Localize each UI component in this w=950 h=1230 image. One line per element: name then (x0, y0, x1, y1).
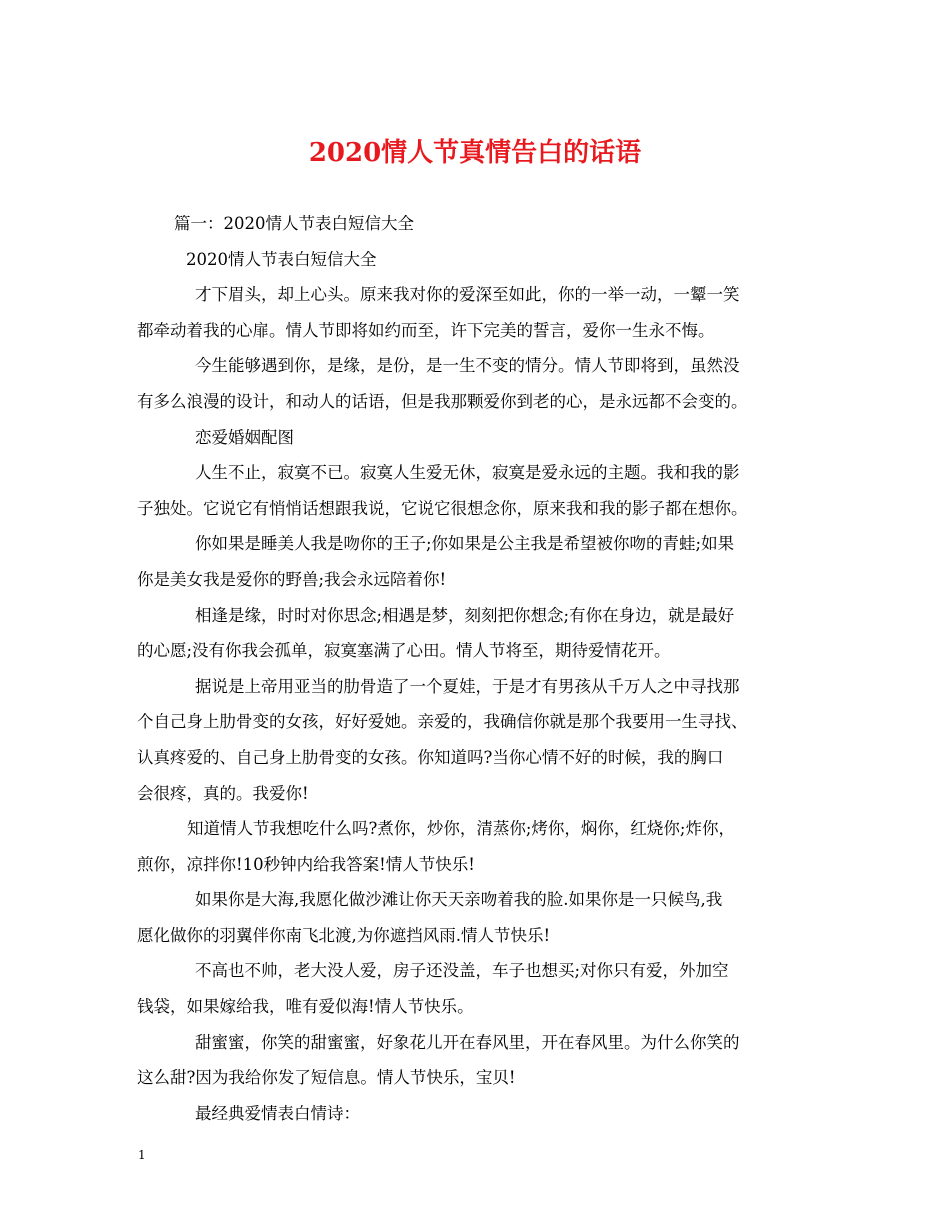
text-line: 不高也不帅，老大没人爱，房子还没盖，车子也想买;对你只有爱，外加空 (195, 961, 729, 981)
text-line: 煎你，凉拌你!10秒钟内给我答案!情人节快乐! (137, 854, 475, 874)
text-line: 据说是上帝用亚当的肋骨造了一个夏娃，于是才有男孩从千万人之中寻找那 (195, 676, 740, 696)
text-line: 认真疼爱的、自己身上肋骨变的女孩。你知道吗?当你心情不好的时候，我的胸口 (137, 747, 724, 767)
text-line: 个自己身上肋骨变的女孩，好好爱她。亲爱的，我确信你就是那个我要用一生寻找、 (137, 712, 748, 732)
text-line: 今生能够遇到你，是缘，是份，是一生不变的情分。情人节即将到，虽然没 (195, 356, 740, 376)
text-line: 甜蜜蜜，你笑的甜蜜蜜，好象花儿开在春风里，开在春风里。为什么你笑的 (195, 1032, 740, 1052)
paragraph-label (137, 420, 817, 456)
text-line: 如果你是大海,我愿化做沙滩让你天天亲吻着我的脸.如果你是一只候鸟,我 (195, 890, 723, 910)
paragraph (137, 1025, 817, 1096)
text-line: 你是美女我是爱你的野兽;我会永远陪着你! (137, 569, 447, 589)
text-line: 有多么浪漫的设计，和动人的话语，但是我那颗爱你到老的心，是永远都不会变的。 (137, 391, 748, 411)
text-line: 才下眉头，却上心头。原来我对你的爱深至如此，你的一举一动，一颦一笑 (195, 285, 740, 305)
text-line: 都牵动着我的心扉。情人节即将如约而至，许下完美的誓言，爱你一生永不悔。 (137, 320, 715, 340)
paragraph (137, 598, 817, 669)
text-line: 你如果是睡美人我是吻你的王子;你如果是公主我是希望被你吻的青蛙;如果 (195, 534, 735, 554)
text-line: 相逢是缘，时时对你思念;相遇是梦，刻刻把你想念;有你在身边，就是最好 (195, 605, 735, 625)
paragraph (137, 455, 817, 526)
paragraph (137, 348, 817, 419)
paragraph (137, 669, 817, 811)
page-number: 1 (138, 1148, 146, 1162)
text-line: 人生不止，寂寞不已。寂寞人生爱无休，寂寞是爱永远的主题。我和我的影 (195, 463, 740, 483)
text-line: 最经典爱情表白情诗： (195, 1103, 360, 1123)
paragraph-list (137, 277, 817, 1131)
paragraph-label (137, 1096, 817, 1132)
text-line: 这么甜?因为我给你发了短信息。情人节快乐，宝贝! (137, 1068, 516, 1088)
section-heading: 篇一：2020情人节表白短信大全 (174, 214, 414, 233)
paragraph (137, 953, 817, 1024)
sub-heading: 2020情人节表白短信大全 (186, 249, 377, 269)
text-line: 愿化做你的羽翼伴你南飞北渡,为你遮挡风雨.情人节快乐! (137, 925, 551, 945)
paragraph (137, 811, 817, 882)
text-line: 的心愿;没有你我会孤单，寂寞塞满了心田。情人节将至，期待爱情花开。 (137, 641, 671, 661)
text-line: 恋爱婚姻配图 (195, 427, 294, 447)
paragraph (137, 277, 817, 348)
text-line: 知道情人节我想吃什么吗?煮你，炒你，清蒸你;烤你，焖你，红烧你;炸你， (187, 819, 735, 839)
text-line: 会很疼，真的。我爱你! (137, 783, 309, 803)
text-line: 子独处。它说它有悄悄话想跟我说，它说它很想念你，原来我和我的影子都在想你。 (137, 498, 748, 518)
paragraph (137, 526, 817, 597)
document-body (137, 206, 817, 1131)
text-line: 钱袋，如果嫁给我，唯有爱似海!情人节快乐。 (137, 997, 474, 1017)
paragraph (137, 882, 817, 953)
page-title: 2020情人节真情告白的话语 (308, 138, 642, 168)
